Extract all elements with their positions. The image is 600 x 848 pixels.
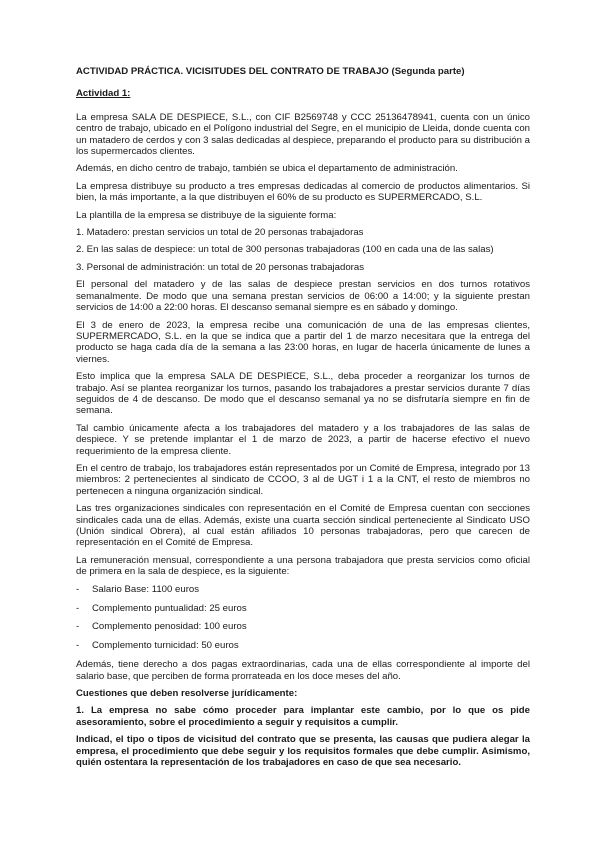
paragraph: Tal cambio únicamente afecta a los trabajadores del matadero y a los trabajadores de las salas de despiece. Y se pretende implantar el 1 de marzo de 2023, a partir de hacerse efectivo el nuevo requerimiento de la empresa cliente.	[76, 422, 530, 457]
list-dash: -	[76, 602, 80, 614]
list-dash: -	[76, 640, 80, 652]
plantilla-list-item: 1. Matadero: prestan servicios un total de 20 personas trabajadoras	[76, 227, 364, 239]
salary-item-text: Salario Base: 1100 euros	[92, 583, 200, 595]
paragraph: En el centro de trabajo, los trabajadores están representados por un Comité de Empresa, integrado por 13 miembros: 2 pertenecientes al sindicato de CCOO, 3 al de UGT i 1 a la CNT, el resto de miembros no pertenecen a ninguna organización sindical.	[76, 462, 530, 497]
salary-item-text: Complemento puntualidad: 25 euros	[92, 602, 247, 614]
salary-list-item	[76, 621, 530, 632]
salary-item-text: Complemento turnicidad: 50 euros	[92, 640, 239, 652]
salary-list-item	[76, 584, 530, 595]
list-dash: -	[76, 583, 80, 595]
document-title: ACTIVIDAD PRÁCTICA. VICISITUDES DEL CONTRATO DE TRABAJO (Segunda parte)	[76, 66, 465, 77]
paragraph: La remuneración mensual, correspondiente a una persona trabajadora que presta servicios como oficial de primera en la sala de despiece, es la siguiente:	[76, 554, 530, 578]
question-1-detail: Indicad, el tipo o tipos de vicisitud del contrato que se presenta, las causas que pudiera alegar la empresa, el procedimiento que debe seguir y los requisitos formales que debe cumplir. Asimismo, quién ostentara la representación de los trabajadores en caso de que sea necesario.	[76, 734, 530, 769]
paragraph: Además, tiene derecho a dos pagas extraordinarias, cada una de ellas correspondiente al importe del salario base, que perciben de forma prorrateada en los doce meses del año.	[76, 659, 530, 682]
salary-list-item	[76, 640, 530, 651]
plantilla-list-item: 3. Personal de administración: un total de 20 personas trabajadoras	[76, 261, 364, 273]
activity-heading: Actividad 1:	[76, 88, 131, 100]
questions-heading: Cuestiones que deben resolverse jurídicamente:	[76, 688, 298, 700]
paragraph: El 3 de enero de 2023, la empresa recibe una comunicación de una de las empresas clientes, SUPERMERCADO, S.L. en la que se indica que a partir del 1 de marzo necesitara que la entrega del producto se haga cada día de la semana a las 23:00 horas, en lugar de hacerla únicamente de lunes a viernes.	[76, 319, 530, 365]
document-page	[76, 66, 530, 775]
paragraph: Esto implica que la empresa SALA DE DESPIECE, S.L., deba proceder a reorganizar los turnos de trabajo. Así se plantea reorganizar los turnos, pasando los trabajadores a prestar servicios durante 7 días seguidos de 4 de descanso. De modo que el descanso semanal ya no se disfrutaría siempre en fin de semana.	[76, 371, 530, 417]
paragraph: La empresa SALA DE DESPIECE, S.L., con CIF B2569748 y CCC 25136478941, cuenta con un único centro de trabajo, ubicado en el Polígono industrial del Segre, en el municipio de Lleida, donde cuenta con un matadero de cerdos y con 3 salas dedicadas al despiece, preparando el producto para su distribución a los supermercados clientes.	[76, 111, 530, 158]
salary-list-item	[76, 603, 530, 614]
plantilla-list-item: 2. En las salas de despiece: un total de 300 personas trabajadoras (100 en cada una de las salas)	[76, 244, 494, 256]
paragraph: Las tres organizaciones sindicales con representación en el Comité de Empresa cuentan con secciones sindicales cada una de ellas. Además, existe una cuarta sección sindical perteneciente al Sindicato USO (Unión sindical Obrera), al cual están afiliados 10 personas trabajadoras, pero que carecen de representación en el Comité de Empresa.	[76, 503, 530, 549]
paragraph: La plantilla de la empresa se distribuye de la siguiente forma:	[76, 209, 337, 221]
salary-list	[76, 584, 530, 652]
list-dash: -	[76, 621, 80, 633]
paragraph: La empresa distribuye su producto a tres empresas dedicadas al comercio de productos alimentarios. Si bien, la más importante, a la que distribuyen el 60% de su producto es SUPERMERCADO, S.L.	[76, 180, 530, 204]
salary-item-text: Complemento penosidad: 100 euros	[92, 621, 247, 633]
question-1: 1. La empresa no sabe cómo proceder para implantar este cambio, por lo que os pide asesoramiento, sobre el procedimiento a seguir y requisitos a cumplir.	[76, 705, 530, 728]
paragraph: Además, en dicho centro de trabajo, también se ubica el departamento de administración.	[76, 163, 458, 175]
paragraph: El personal del matadero y de las salas de despiece prestan servicios en dos turnos rotativos semanalmente. De modo que una semana prestan servicios de 06:00 a 14:00; y la siguiente prestan servicios de 14:00 a 22:00 horas. El descanso semanal siempre es en sábado y domingo.	[76, 279, 530, 314]
